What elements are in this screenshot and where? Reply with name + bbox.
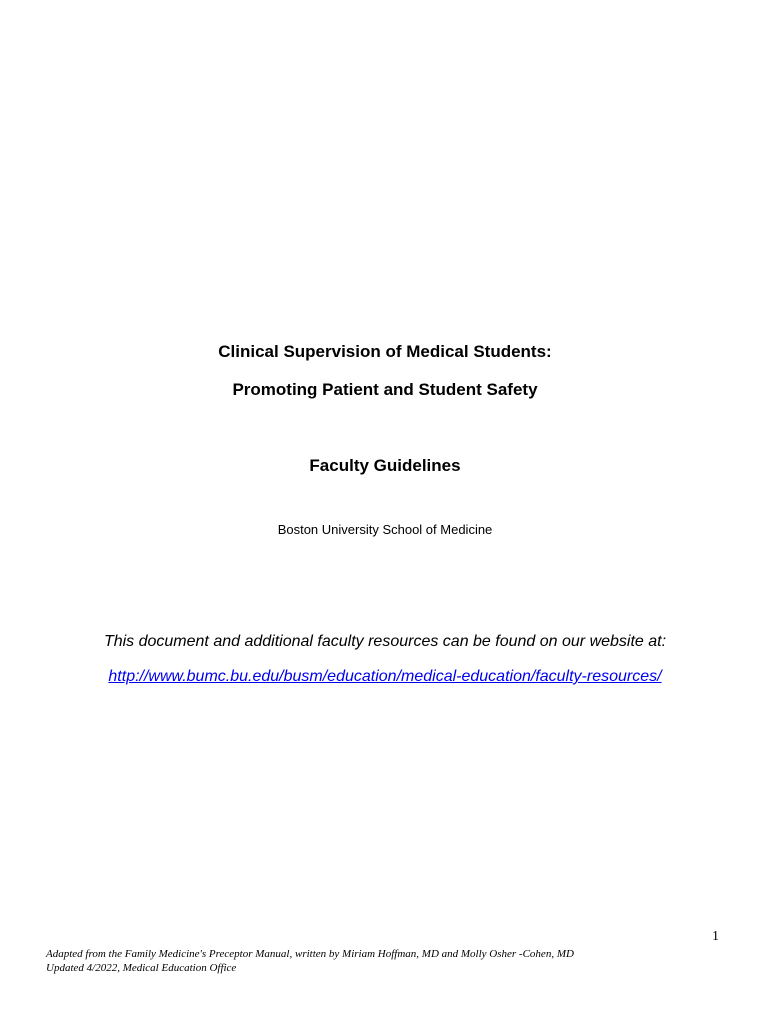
document-subtitle: Faculty Guidelines	[309, 456, 461, 475]
footer-attribution: Adapted from the Family Medicine's Preceptor Manual, written by Miriam Hoffman, MD and Molly Osher -Cohen, MD	[46, 948, 574, 960]
faculty-resources-link[interactable]: http://www.bumc.bu.edu/busm/education/medical-education/faculty-resources/	[108, 668, 662, 685]
document-title-line-1: Clinical Supervision of Medical Students:	[218, 342, 552, 361]
document-title-line-2: Promoting Patient and Student Safety	[232, 380, 538, 399]
resources-note: This document and additional faculty resources can be found on our website at:	[103, 633, 667, 650]
page-number: 1	[712, 929, 719, 944]
institution-name: Boston University School of Medicine	[277, 522, 493, 537]
resources-link-container	[0, 668, 770, 686]
footer-updated: Updated 4/2022, Medical Education Office	[46, 962, 237, 974]
